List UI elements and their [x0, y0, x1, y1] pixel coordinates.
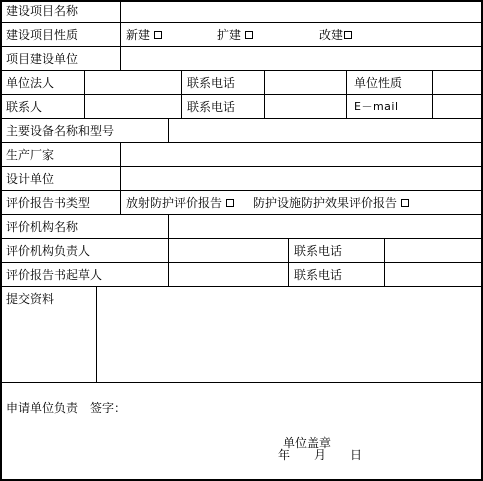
email-field[interactable]	[433, 95, 481, 118]
materials-label: 提交资料	[6, 292, 55, 306]
report-type-label: 评价报告书类型	[6, 196, 91, 210]
contact-phone-field[interactable]	[265, 95, 346, 118]
legal-phone-label: 联系电话	[187, 76, 236, 90]
row-line	[0, 382, 483, 383]
option-effect-report[interactable]	[253, 196, 409, 210]
row-line	[0, 70, 483, 71]
agency-head-field[interactable]	[169, 239, 288, 262]
project-name-field[interactable]	[121, 1, 481, 22]
signature-date-label: 年 月 日	[278, 448, 363, 462]
row-line	[0, 190, 483, 191]
contact-phone-label: 联系电话	[187, 100, 236, 114]
checkbox-effect-report[interactable]	[401, 199, 409, 207]
col-line	[288, 238, 289, 286]
drafter-phone-label: 联系电话	[294, 268, 343, 282]
drafter-field[interactable]	[169, 263, 288, 286]
option-effect-report-label: 防护设施防护效果评价报告	[253, 196, 398, 210]
checkbox-new[interactable]	[154, 31, 162, 39]
option-expand-label: 扩建	[217, 28, 242, 42]
equipment-field[interactable]	[169, 119, 481, 142]
option-new[interactable]	[126, 28, 162, 42]
equipment-label: 主要设备名称和型号	[6, 124, 115, 138]
border-left	[0, 0, 2, 481]
contact-label: 联系人	[6, 100, 43, 114]
applicant-signature-label: 申请单位负责 签字：	[6, 401, 127, 415]
contact-field[interactable]	[85, 95, 181, 118]
option-new-label: 新建	[126, 28, 151, 42]
checkbox-expand[interactable]	[245, 31, 253, 39]
option-rebuild[interactable]	[319, 28, 352, 42]
legal-person-label: 单位法人	[6, 76, 55, 90]
agency-phone-field[interactable]	[385, 239, 481, 262]
option-radiation-report-label: 放射防护评价报告	[126, 196, 223, 210]
agency-head-label: 评价机构负责人	[6, 244, 91, 258]
col-line	[346, 70, 347, 118]
checkbox-radiation-report[interactable]	[226, 199, 234, 207]
unit-nature-field[interactable]	[433, 71, 481, 94]
materials-field[interactable]	[97, 287, 481, 382]
row-line	[0, 94, 483, 95]
checkbox-rebuild[interactable]	[344, 31, 352, 39]
build-unit-field[interactable]	[121, 47, 481, 70]
design-unit-field[interactable]	[121, 167, 481, 190]
option-expand[interactable]	[217, 28, 253, 42]
manufacturer-field[interactable]	[121, 143, 481, 166]
manufacturer-label: 生产厂家	[6, 148, 55, 162]
agency-name-field[interactable]	[169, 215, 481, 238]
project-name-label: 建设项目名称	[6, 4, 79, 18]
unit-nature-label: 单位性质	[354, 76, 403, 90]
project-nature-label: 建设项目性质	[6, 28, 79, 42]
unit-stamp-label: 单位盖章	[283, 436, 332, 450]
option-rebuild-label: 改建	[319, 28, 344, 42]
drafter-phone-field[interactable]	[385, 263, 481, 286]
agency-name-label: 评价机构名称	[6, 220, 79, 234]
email-label: E－mail	[354, 100, 399, 113]
legal-phone-field[interactable]	[265, 71, 346, 94]
agency-phone-label: 联系电话	[294, 244, 343, 258]
drafter-label: 评价报告书起草人	[6, 268, 103, 282]
design-unit-label: 设计单位	[6, 172, 55, 186]
col-line	[181, 70, 182, 118]
build-unit-label: 项目建设单位	[6, 52, 79, 66]
option-radiation-report[interactable]	[126, 196, 234, 210]
legal-person-field[interactable]	[85, 71, 181, 94]
row-line	[0, 22, 483, 23]
